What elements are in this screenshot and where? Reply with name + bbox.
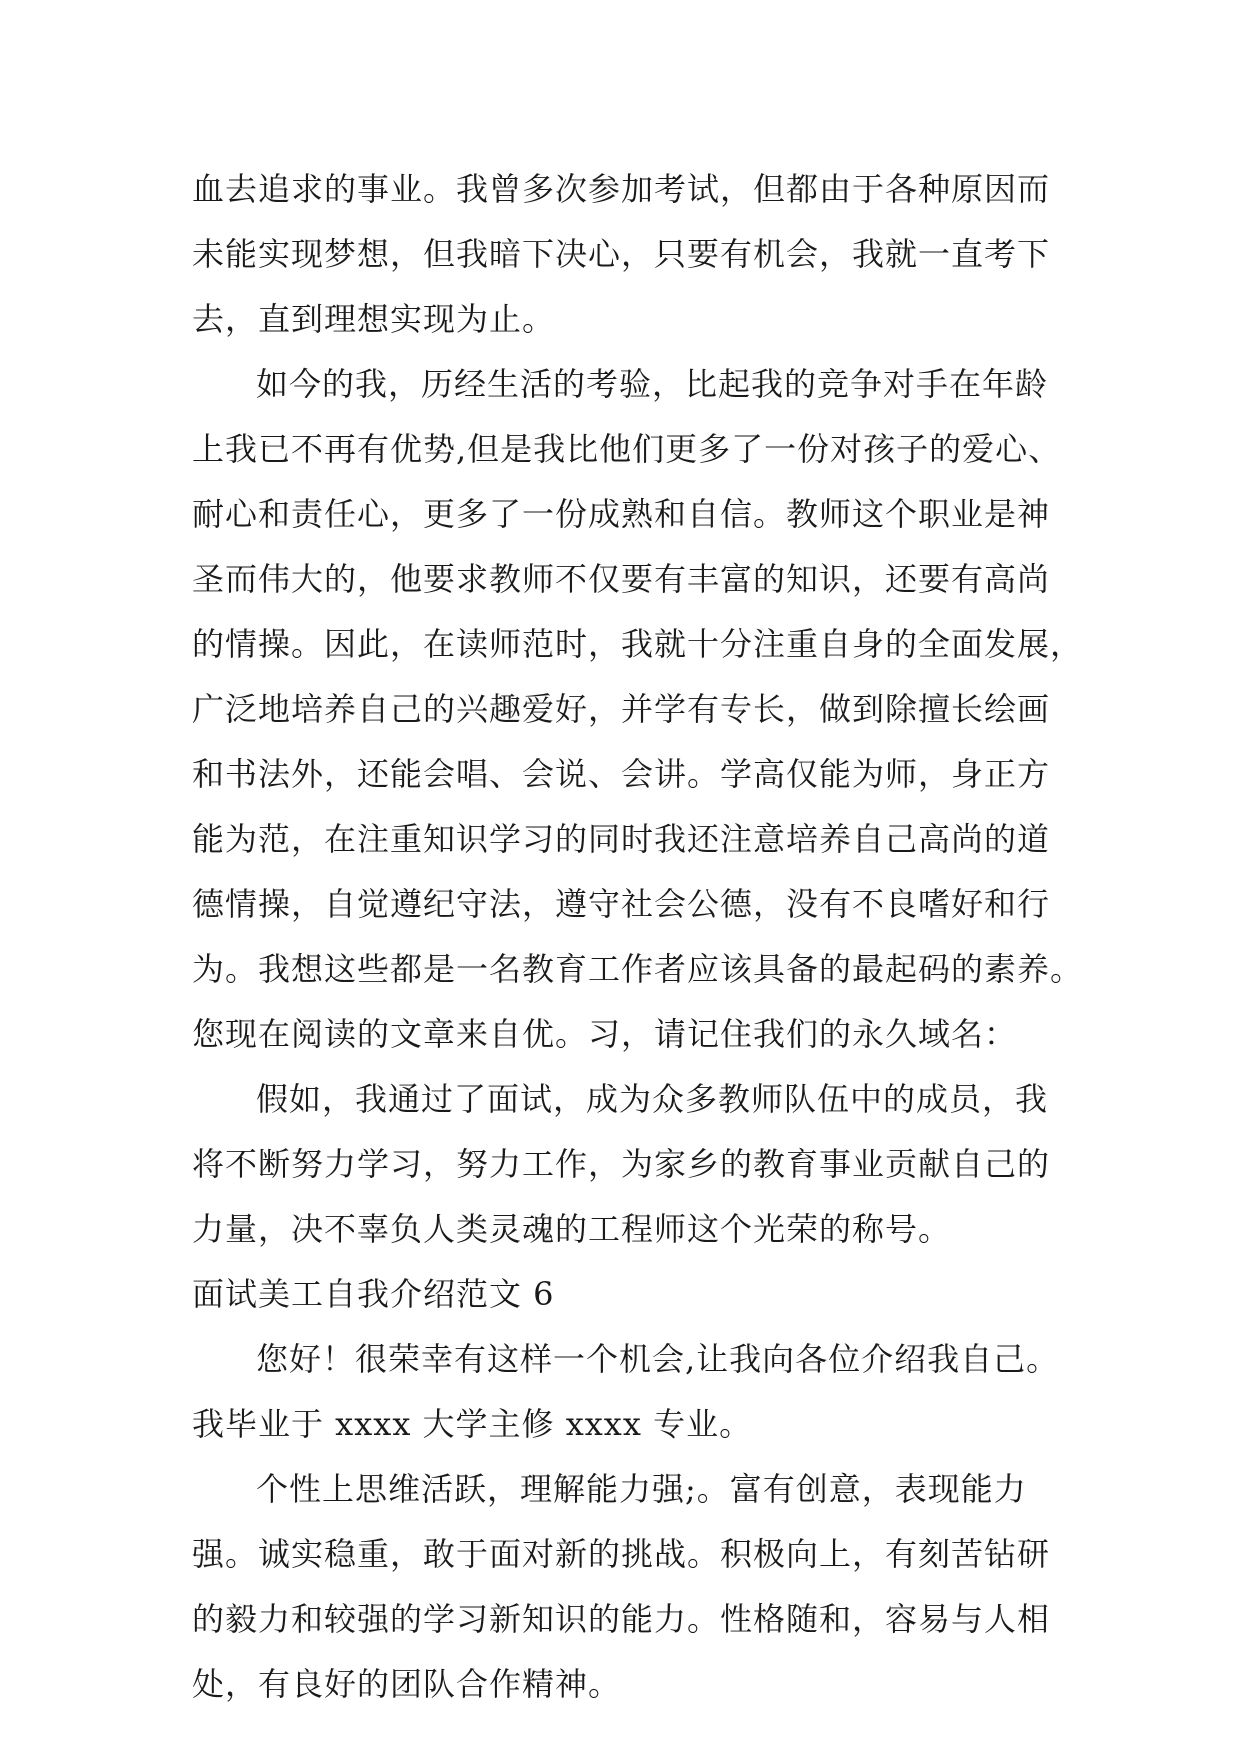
text-line: 力量，决不辜负人类灵魂的工程师这个光荣的称号。 — [192, 1210, 952, 1248]
text-line: 处，有良好的团队合作精神。 — [192, 1665, 622, 1703]
text-line: 未能实现梦想，但我暗下决心，只要有机会，我就一直考下 — [192, 235, 1051, 273]
text-line: 血去追求的事业。我曾多次参加考试，但都由于各种原因而 — [192, 170, 1051, 208]
text-line: 强。诚实稳重，敢于面对新的挑战。积极向上，有刻苦钻研 — [192, 1535, 1051, 1573]
text-line: 将不断努力学习，努力工作，为家乡的教育事业贡献自己的 — [192, 1145, 1051, 1183]
text-line: 去，直到理想实现为止。 — [192, 300, 556, 338]
document-body — [192, 157, 1084, 1717]
paragraph-first-line: 您好！很荣幸有这样一个机会,让我向各位介绍我自己。 — [256, 1340, 1060, 1378]
text-line: 为。我想这些都是一名教育工作者应该具备的最起码的素养。 — [192, 950, 1084, 988]
text-line: 的情操。因此，在读师范时，我就十分注重自身的全面发展， — [192, 625, 1084, 663]
text-line: 的毅力和较强的学习新知识的能力。性格随和，容易与人相 — [192, 1600, 1051, 1638]
text-line: 上我已不再有优势,但是我比他们更多了一份对孩子的爱心、 — [192, 430, 1062, 468]
text-line: 德情操，自觉遵纪守法，遵守社会公德，没有不良嗜好和行 — [192, 885, 1051, 923]
text-line: 我毕业于 xxxx 大学主修 xxxx 专业。 — [192, 1405, 753, 1443]
text-line: 广泛地培养自己的兴趣爱好，并学有专长，做到除擅长绘画 — [192, 690, 1051, 728]
paragraph-first-line: 如今的我，历经生活的考验，比起我的竞争对手在年龄 — [256, 365, 1049, 403]
paragraph-first-line: 假如，我通过了面试，成为众多教师队伍中的成员，我 — [256, 1080, 1049, 1118]
text-line: 和书法外，还能会唱、会说、会讲。学高仅能为师，身正方 — [192, 755, 1051, 793]
text-line: 您现在阅读的文章来自优。习，请记住我们的永久域名： — [192, 1015, 1018, 1053]
text-line: 耐心和责任心，更多了一份成熟和自信。教师这个职业是神 — [192, 495, 1051, 533]
text-line: 圣而伟大的，他要求教师不仅要有丰富的知识，还要有高尚 — [192, 560, 1051, 598]
text-line: 能为范，在注重知识学习的同时我还注意培养自己高尚的道 — [192, 820, 1051, 858]
paragraph-first-line: 个性上思维活跃，理解能力强;。富有创意，表现能力 — [256, 1470, 1027, 1508]
section-heading: 面试美工自我介绍范文 6 — [192, 1275, 555, 1313]
